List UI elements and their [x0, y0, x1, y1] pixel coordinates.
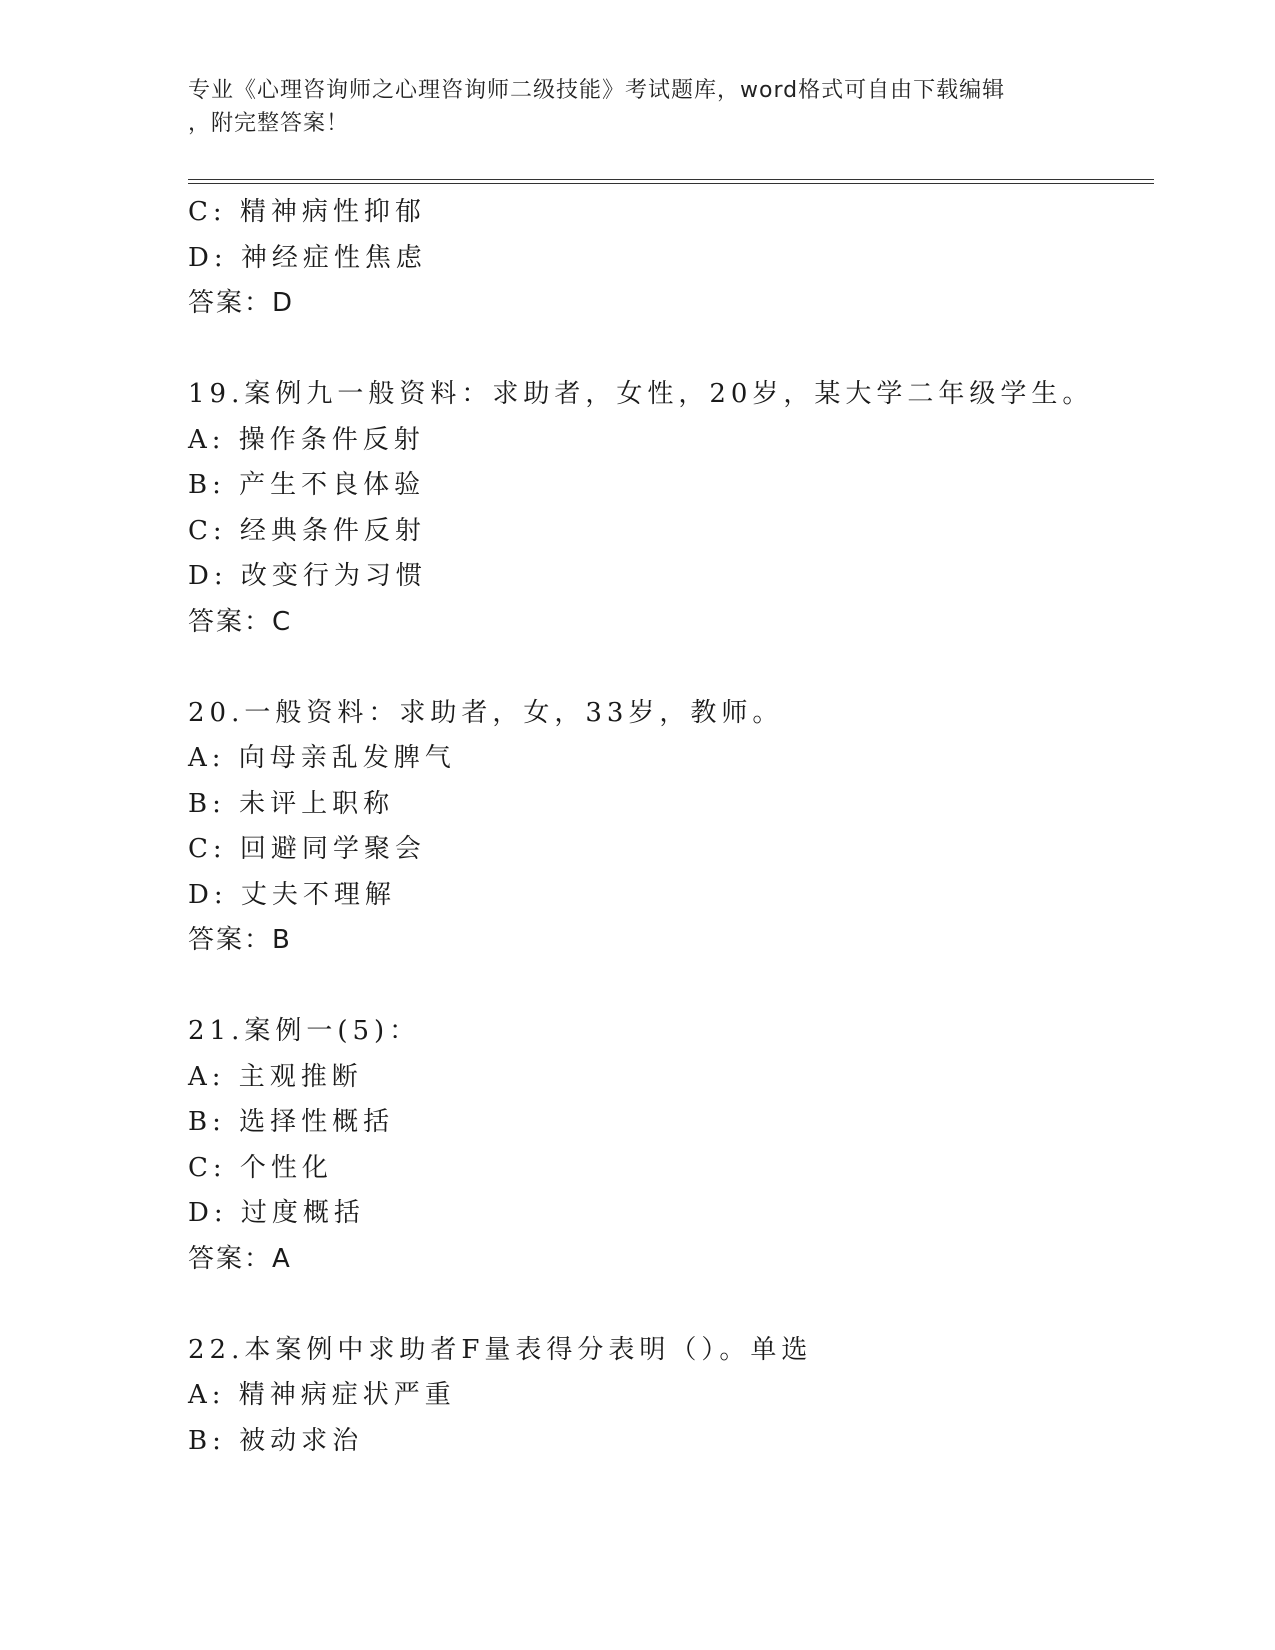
question-block-19 [188, 372, 1154, 645]
option-b: B: 产生不良体验 [188, 470, 426, 500]
answer-line: 答案：B [188, 925, 292, 955]
document-header [188, 74, 1068, 140]
option-d: D: 丈夫不理解 [188, 879, 396, 910]
option-b: B: 被动求治 [188, 1425, 364, 1456]
question-list [188, 190, 1154, 1464]
question-text: 22.本案例中求助者F量表得分表明（）。单选 [188, 1334, 813, 1365]
question-block-21 [188, 1009, 1154, 1282]
option-d: D: 神经症性焦虑 [188, 242, 427, 273]
option-b: B: 选择性概括 [188, 1107, 395, 1137]
answer-line: 答案：A [188, 1243, 292, 1274]
header-line-2: ，附完整答案！ [188, 111, 350, 136]
option-a: A: 操作条件反射 [188, 424, 425, 455]
header-divider [188, 179, 1154, 184]
option-b: B: 未评上职称 [188, 788, 395, 819]
header-line-1: 专业《心理咨询师之心理咨询师二级技能》考试题库，word格式可自由下载编辑 [188, 78, 1006, 103]
spacer [188, 1282, 1154, 1328]
question-text: 19.案例九一般资料：求助者，女性，20岁，某大学二年级学生。 [188, 379, 1094, 409]
spacer [188, 964, 1154, 1010]
option-a: A: 精神病症状严重 [188, 1380, 456, 1410]
question-block-22 [188, 1328, 1154, 1465]
option-d: D: 过度概括 [188, 1198, 365, 1228]
question-block-18 [188, 190, 1154, 327]
question-block-20 [188, 691, 1154, 964]
answer-line: 答案：C [188, 606, 293, 637]
option-d: D: 改变行为习惯 [188, 561, 427, 591]
option-c: C: 回避同学聚会 [188, 834, 426, 864]
question-text: 20.一般资料：求助者，女，33岁，教师。 [188, 697, 784, 728]
answer-line: 答案：D [188, 288, 295, 318]
option-c: C: 精神病性抑郁 [188, 197, 426, 227]
option-c: C: 经典条件反射 [188, 515, 426, 546]
option-c: C: 个性化 [188, 1152, 333, 1183]
spacer [188, 327, 1154, 373]
option-a: A: 向母亲乱发脾气 [188, 743, 456, 773]
option-a: A: 主观推断 [188, 1061, 363, 1092]
spacer [188, 645, 1154, 691]
question-text: 21.案例一(5)： [188, 1016, 421, 1046]
